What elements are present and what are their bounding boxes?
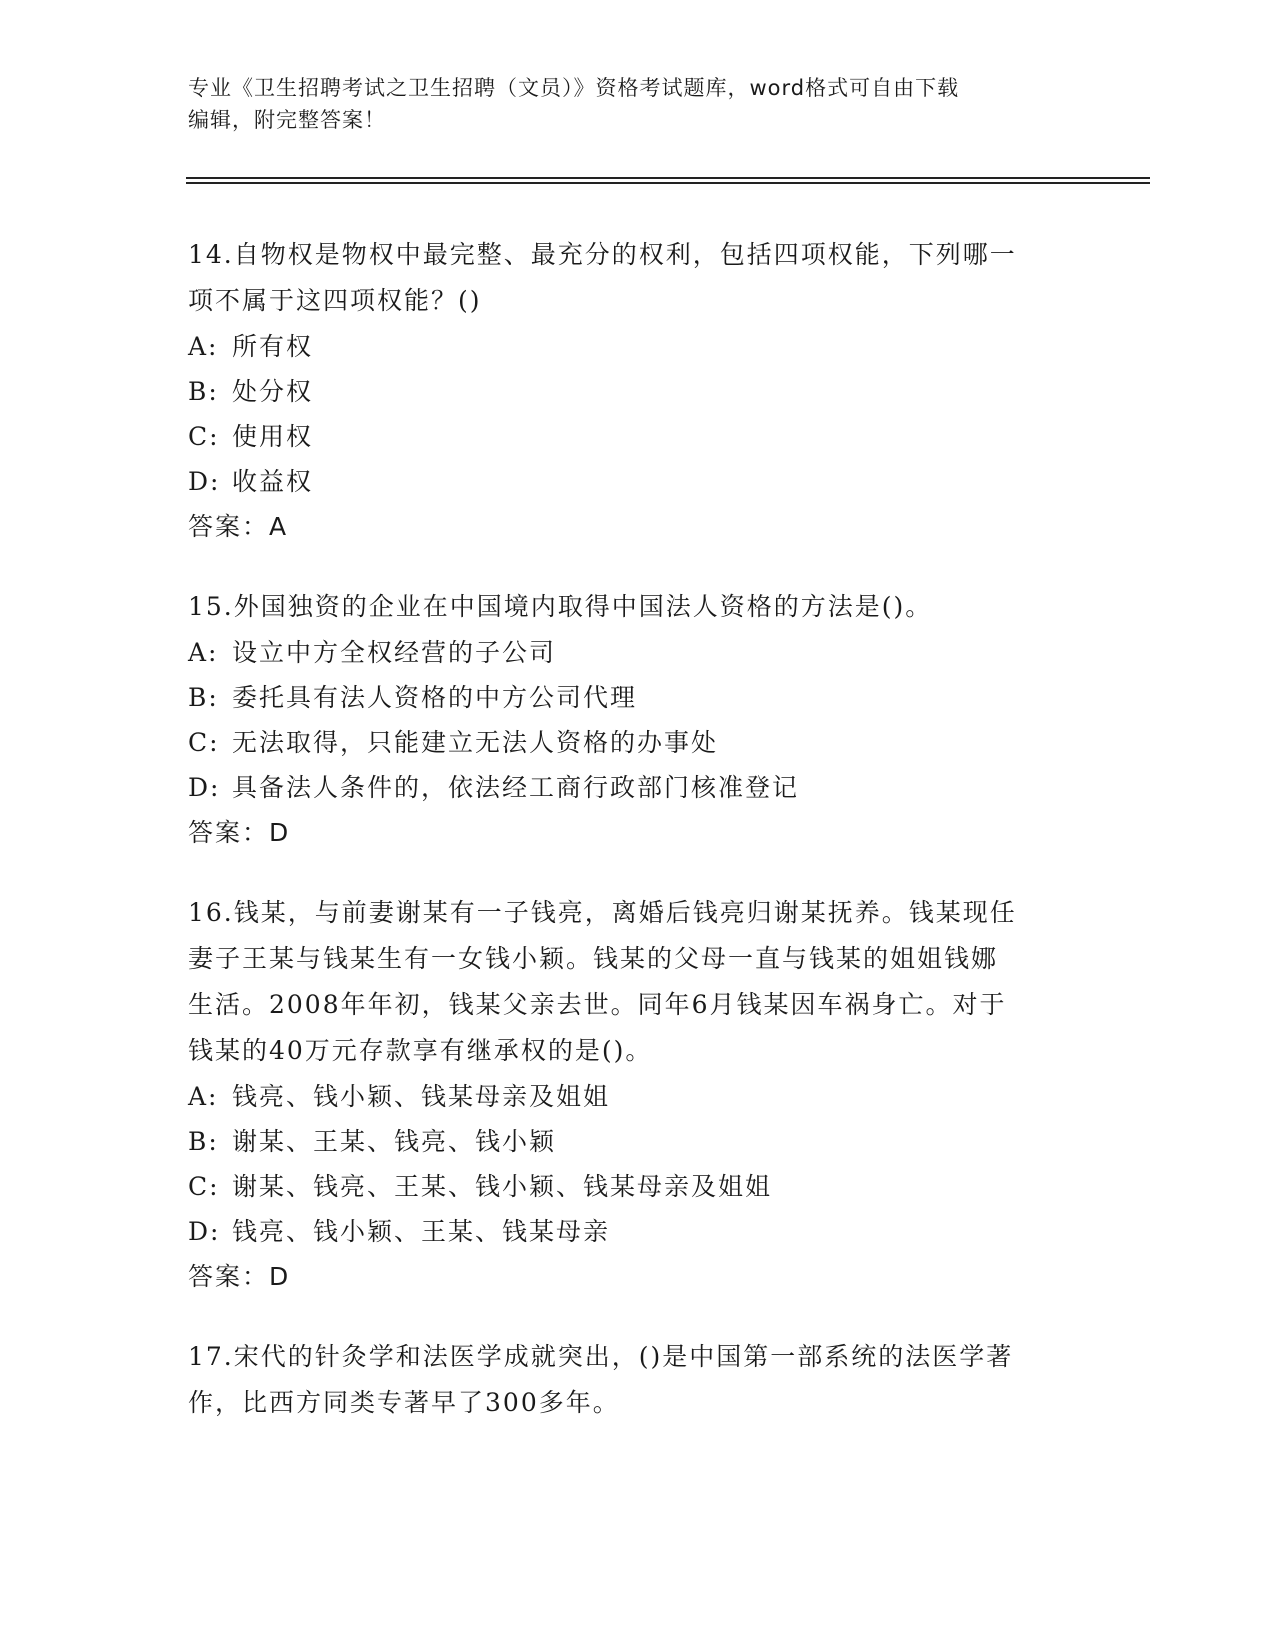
document-header xyxy=(188,72,1088,136)
answer-line: 答案：D xyxy=(188,818,291,847)
option-text: 具备法人条件的，依法经工商行政部门核准登记 xyxy=(232,773,800,802)
option-letter: A: xyxy=(188,638,219,667)
option-letter: C: xyxy=(188,1172,220,1201)
option-letter: C: xyxy=(188,728,220,757)
answer-line: 答案：A xyxy=(188,512,289,541)
option-text: 处分权 xyxy=(232,377,314,406)
question-text-line: 钱某的40万元存款享有继承权的是()。 xyxy=(188,1036,653,1065)
header-line-2: 编辑，附完整答案！ xyxy=(188,108,386,132)
question-text-line: 15.外国独资的企业在中国境内取得中国法人资格的方法是()。 xyxy=(188,592,933,621)
option-d xyxy=(188,1209,1088,1254)
option-a xyxy=(188,324,1088,369)
option-c xyxy=(188,1164,1088,1209)
option-letter: B: xyxy=(188,683,219,712)
question-text-line: 14.自物权是物权中最完整、最充分的权利，包括四项权能，下列哪一 xyxy=(188,240,1017,269)
option-text: 钱亮、钱小颖、王某、钱某母亲 xyxy=(232,1217,611,1246)
answer-line: 答案：D xyxy=(188,1262,291,1291)
option-b xyxy=(188,1119,1088,1164)
question-item xyxy=(188,584,1088,856)
option-text: 设立中方全权经营的子公司 xyxy=(232,638,557,667)
option-letter: C: xyxy=(188,422,220,451)
option-text: 无法取得，只能建立无法人资格的办事处 xyxy=(232,728,719,757)
option-letter: A: xyxy=(188,1082,219,1111)
option-letter: B: xyxy=(188,377,219,406)
question-list xyxy=(188,232,1088,1460)
question-text-line: 17.宋代的针灸学和法医学成就突出，()是中国第一部系统的法医学著 xyxy=(188,1342,1014,1371)
option-letter: D: xyxy=(188,773,221,802)
option-c xyxy=(188,720,1088,765)
option-d xyxy=(188,459,1088,504)
option-text: 谢某、钱亮、王某、钱小颖、钱某母亲及姐姐 xyxy=(232,1172,773,1201)
question-text-line: 16.钱某，与前妻谢某有一子钱亮，离婚后钱亮归谢某抚养。钱某现任 xyxy=(188,898,1017,927)
header-line-1: 专业《卫生招聘考试之卫生招聘（文员）》资格考试题库，word格式可自由下载 xyxy=(188,76,960,100)
option-text: 所有权 xyxy=(232,332,314,361)
option-letter: D: xyxy=(188,467,221,496)
option-text: 收益权 xyxy=(232,467,314,496)
option-b xyxy=(188,675,1088,720)
question-item xyxy=(188,890,1088,1300)
option-b xyxy=(188,369,1088,414)
option-letter: A: xyxy=(188,332,219,361)
option-c xyxy=(188,414,1088,459)
option-a xyxy=(188,630,1088,675)
question-text-line: 项不属于这四项权能？() xyxy=(188,286,482,315)
header-divider-bottom xyxy=(186,182,1150,184)
option-text: 委托具有法人资格的中方公司代理 xyxy=(232,683,638,712)
option-letter: B: xyxy=(188,1127,219,1156)
option-letter: D: xyxy=(188,1217,221,1246)
option-text: 谢某、王某、钱亮、钱小颖 xyxy=(232,1127,557,1156)
option-text: 使用权 xyxy=(232,422,314,451)
question-text-line: 作，比西方同类专著早了300多年。 xyxy=(188,1388,620,1417)
question-text-line: 妻子王某与钱某生有一女钱小颖。钱某的父母一直与钱某的姐姐钱娜 xyxy=(188,944,999,973)
option-a xyxy=(188,1074,1088,1119)
question-item xyxy=(188,232,1088,550)
header-divider-top xyxy=(186,177,1150,179)
question-item xyxy=(188,1334,1088,1426)
option-d xyxy=(188,765,1088,810)
question-text-line: 生活。2008年年初，钱某父亲去世。同年6月钱某因车祸身亡。对于 xyxy=(188,990,1007,1019)
option-text: 钱亮、钱小颖、钱某母亲及姐姐 xyxy=(232,1082,611,1111)
